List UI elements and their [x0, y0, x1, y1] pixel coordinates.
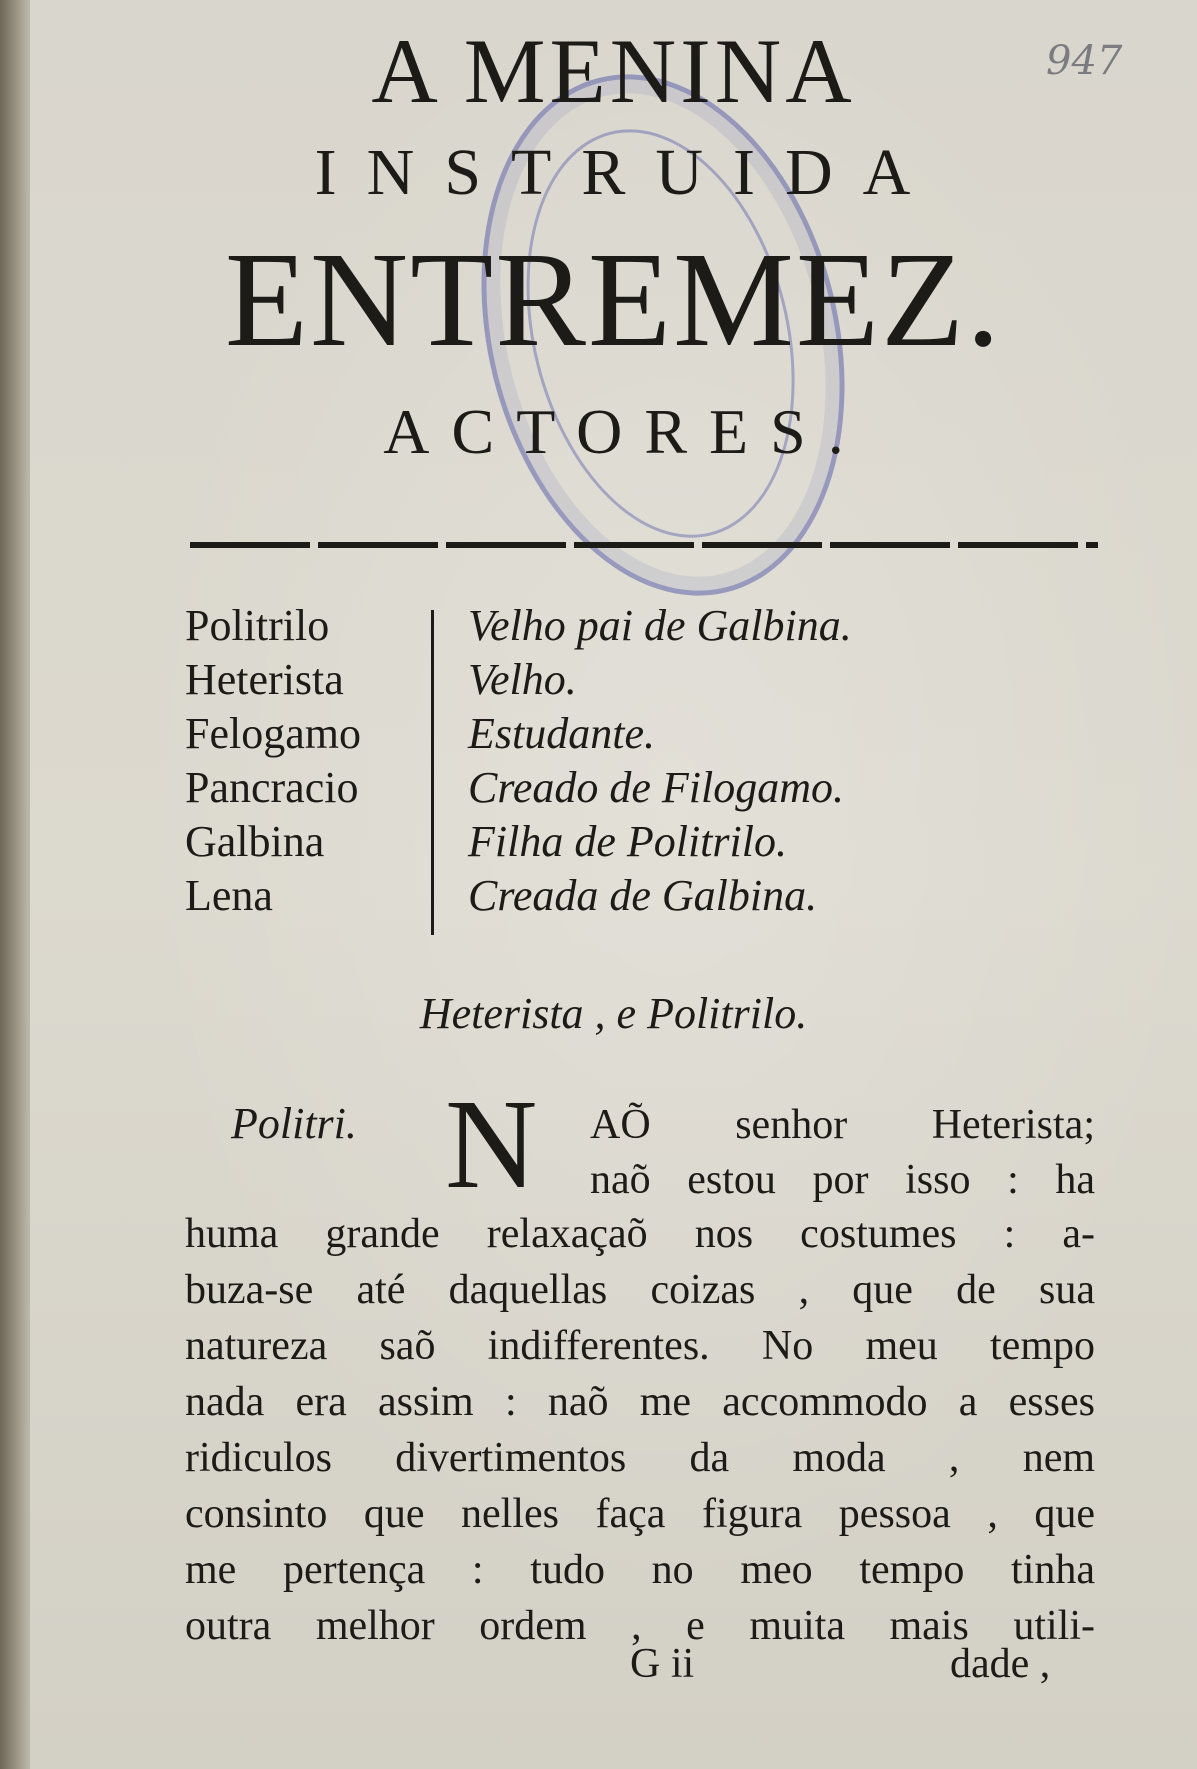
cast-name: Lena: [185, 871, 273, 920]
scene-heading: Heterista , e Politrilo.: [419, 989, 808, 1038]
cast-name: Felogamo: [185, 709, 361, 758]
cast-role: Velho pai de Galbina.: [468, 601, 852, 650]
text-line: natureza saõ indifferentes. No meu tempo: [185, 1323, 1095, 1369]
text-line: huma grande relaxaçaõ nos costumes : a-: [185, 1211, 1095, 1257]
text-line: AÕ senhor Heterista;: [590, 1102, 1095, 1148]
cast-row: [185, 600, 1085, 654]
text-line: ridiculos divertimentos da moda , nem: [185, 1435, 1095, 1481]
title-line-2: INSTRUIDA: [314, 136, 941, 209]
page-footer: [30, 1640, 1197, 1700]
text-line: outra melhor ordem , e muita mais utili-: [185, 1603, 1095, 1649]
cast-row: [185, 762, 1085, 816]
speech-body: [185, 1206, 1095, 1654]
text-line: nada era assim : naõ me accommodo a esses: [185, 1379, 1095, 1425]
cast-row: [185, 870, 1085, 924]
drop-cap: N: [445, 1073, 538, 1215]
cast-role: Velho.: [468, 655, 577, 704]
text-line: me pertença : tudo no meo tempo tinha: [185, 1547, 1095, 1593]
signature-mark: G ii: [630, 1641, 695, 1687]
cast-role: Filha de Politrilo.: [468, 817, 787, 866]
cast-row: [185, 708, 1085, 762]
cast-name: Politrilo: [185, 601, 330, 650]
catchword: dade ,: [950, 1641, 1051, 1687]
cast-name: Galbina: [185, 817, 325, 866]
cast-list: [185, 600, 1085, 924]
text-line: naõ estou por isso : ha: [590, 1157, 1095, 1203]
handwritten-shelfmark: 947: [1046, 38, 1123, 84]
speaker-name: Politri.: [231, 1099, 357, 1148]
dashed-rule: [190, 542, 1098, 548]
title-line-1: A MENINA: [371, 20, 856, 122]
cast-role: Creada de Galbina.: [468, 871, 818, 920]
text-line: consinto que nelles faça figura pessoa , que: [185, 1491, 1095, 1537]
cast-heading: ACTORES.: [383, 396, 866, 467]
speech-opening-lines: [590, 1098, 1095, 1208]
cast-name: Heterista: [185, 655, 344, 704]
text-line: buza-se até daquellas coizas , que de sua: [185, 1267, 1095, 1313]
title-line-3: ENTREMEZ.: [224, 225, 1003, 375]
cast-name: Pancracio: [185, 763, 359, 812]
cast-row: [185, 816, 1085, 870]
cast-row: [185, 654, 1085, 708]
cast-role: Creado de Filogamo.: [468, 763, 844, 812]
cast-role: Estudante.: [468, 709, 655, 758]
book-page: [30, 0, 1197, 1769]
